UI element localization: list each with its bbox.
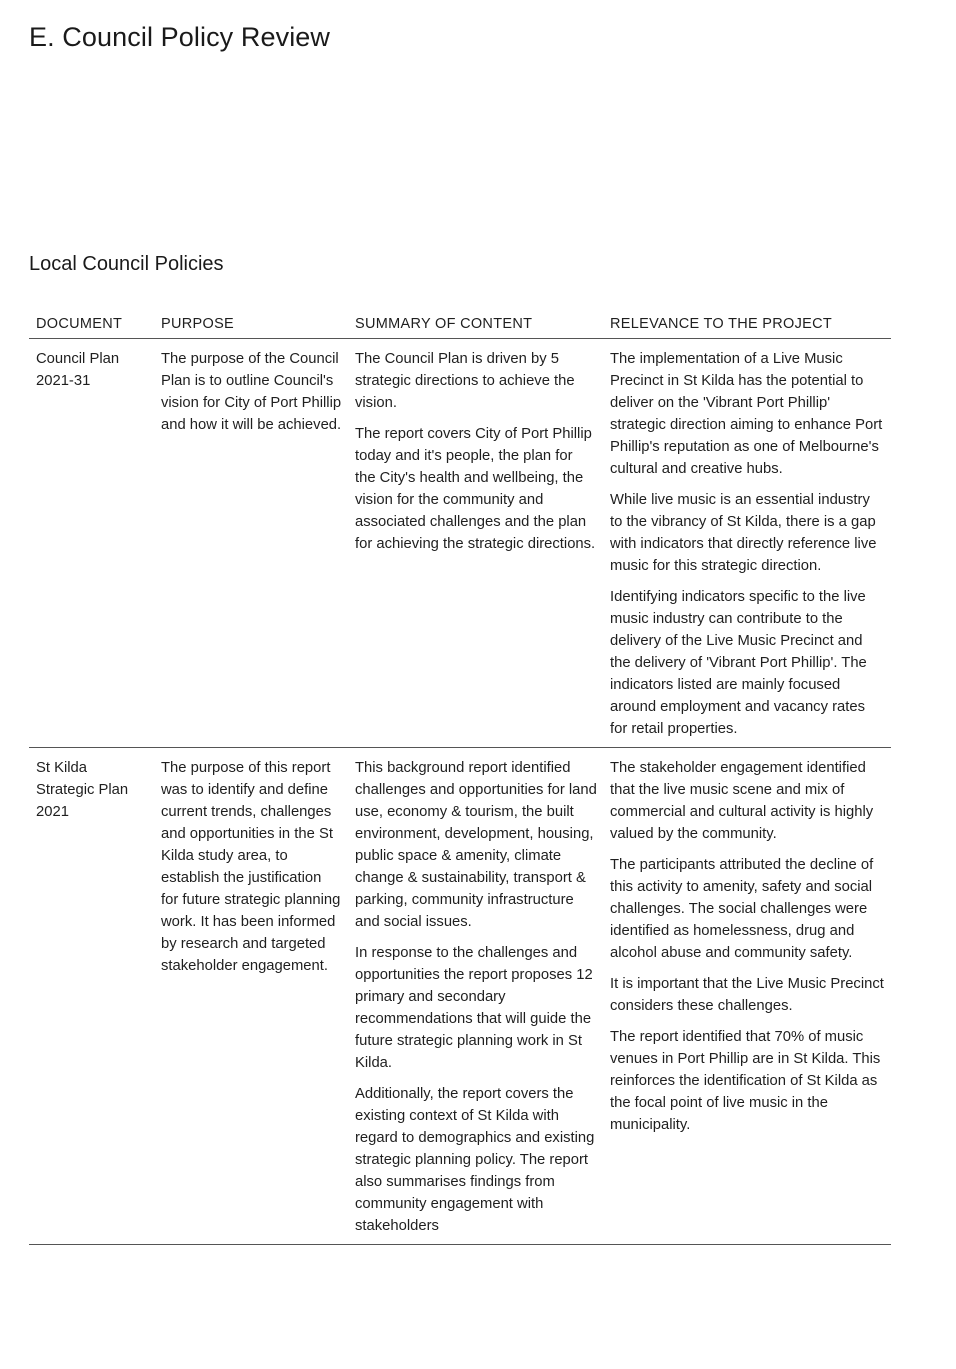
cell-document bbox=[29, 748, 154, 1245]
header-relevance: RELEVANCE TO THE PROJECT bbox=[603, 311, 891, 339]
header-document: DOCUMENT bbox=[29, 311, 154, 339]
cell-summary bbox=[348, 748, 603, 1245]
relevance-paragraph: Identifying indicators specific to the live music industry can contribute to the delivery of the Live Music Precinct and the delivery of 'Vibrant Port Phillip'. The indicators listed are mainly focused around employment and vacancy rates for retail properties. bbox=[610, 589, 867, 737]
cell-document bbox=[29, 339, 154, 748]
page-title: E. Council Policy Review bbox=[29, 22, 331, 52]
section-title: Local Council Policies bbox=[29, 253, 224, 275]
cell-relevance bbox=[603, 339, 891, 748]
summary-paragraph: This background report identified challenges and opportunities for land use, economy & tourism, the built environment, development, housing, public space & amenity, climate change & sustainability, transport & parking, community infrastructure and social issues. bbox=[355, 760, 597, 930]
relevance-paragraph: The report identified that 70% of music venues in Port Phillip are in St Kilda. This reinforces the identification of St Kilda as the focal point of live music in the municipality. bbox=[610, 1029, 881, 1133]
summary-paragraph: In response to the challenges and opportunities the report proposes 12 primary and secondary recommendations that will guide the future strategic planning work in St Kilda. bbox=[355, 945, 593, 1071]
table-header-row bbox=[29, 311, 891, 339]
table-row bbox=[29, 339, 891, 748]
relevance-paragraph: The stakeholder engagement identified that the live music scene and mix of commercial and cultural activity is highly valued by the community. bbox=[610, 760, 874, 842]
relevance-paragraph: The participants attributed the decline of this activity to amenity, safety and social challenges. The social challenges were identified as homelessness, drug and alcohol abuse and community safety. bbox=[610, 857, 874, 961]
cell-purpose bbox=[154, 339, 348, 748]
policy-table bbox=[29, 311, 891, 1245]
document-name: St Kilda Strategic Plan 2021 bbox=[36, 760, 129, 820]
summary-paragraph: Additionally, the report covers the existing context of St Kilda with regard to demographics and existing strategic planning policy. The report also summarises findings from community engagement with stakeholders bbox=[355, 1086, 595, 1234]
summary-paragraph: The Council Plan is driven by 5 strategic directions to achieve the vision. bbox=[355, 351, 575, 411]
header-summary: SUMMARY OF CONTENT bbox=[348, 311, 603, 339]
document-name: Council Plan 2021-31 bbox=[36, 351, 120, 389]
cell-relevance bbox=[603, 748, 891, 1245]
cell-purpose bbox=[154, 748, 348, 1245]
cell-summary bbox=[348, 339, 603, 748]
header-purpose: PURPOSE bbox=[154, 311, 348, 339]
relevance-paragraph: The implementation of a Live Music Precinct in St Kilda has the potential to deliver on the 'Vibrant Port Phillip' strategic direction aiming to enhance Port Phillip's reputation as one of Melbourne's cultural and creative hubs. bbox=[610, 351, 883, 477]
table-row bbox=[29, 748, 891, 1245]
relevance-paragraph: While live music is an essential industry to the vibrancy of St Kilda, there is a gap with indicators that directly reference live music for this strategic direction. bbox=[610, 492, 877, 574]
purpose-paragraph: The purpose of the Council Plan is to outline Council's vision for City of Port Phillip and how it will be achieved. bbox=[161, 351, 342, 433]
summary-paragraph: The report covers City of Port Phillip today and it's people, the plan for the City's health and wellbeing, the vision for the community and associated challenges and the plan for achieving the strategic directions. bbox=[355, 426, 596, 552]
purpose-paragraph: The purpose of this report was to identify and define current trends, challenges and opportunities in the St Kilda study area, to establish the justification for future strategic planning work. It has been informed by research and targeted stakeholder engagement. bbox=[161, 760, 341, 974]
relevance-paragraph: It is important that the Live Music Precinct considers these challenges. bbox=[610, 976, 884, 1014]
